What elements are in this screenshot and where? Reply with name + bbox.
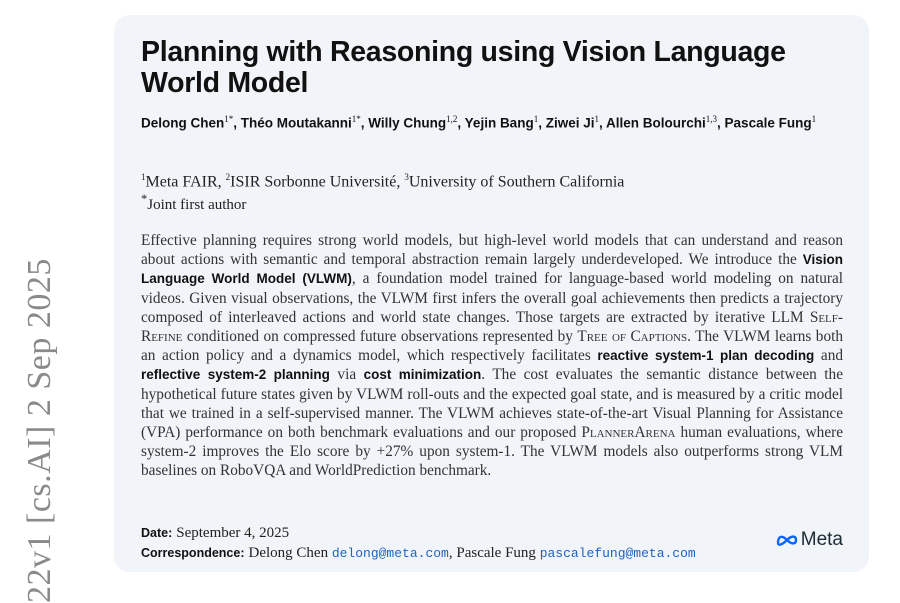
date-label: Date: bbox=[141, 526, 173, 540]
abstract-text: conditioned on compressed future observations represented by bbox=[182, 328, 578, 346]
separator: , bbox=[538, 115, 546, 131]
joint-author-note bbox=[141, 189, 841, 215]
abstract-bold: reflective system-2 planning bbox=[141, 367, 330, 383]
separator: , bbox=[457, 115, 465, 131]
affiliation-mark: 3 bbox=[404, 172, 409, 182]
separator: , bbox=[448, 545, 457, 561]
author-affiliation-mark: 1 bbox=[594, 114, 599, 124]
abstract-text: . The cost evaluates the semantic distance between the hypothetical future states given by VLWM roll-outs and the expected goal state, and is measured by a critic model that we trained in a self-supervised manner. The VLWM achieves state-of-the-art Visual Planning for Assistance (VPA) performance on both benchmark evaluations and our proposed bbox=[141, 366, 843, 442]
abstract-bold: reactive system-1 plan decoding bbox=[597, 348, 815, 364]
date-value: September 4, 2025 bbox=[176, 525, 290, 541]
joint-note-text: Joint first author bbox=[147, 197, 247, 213]
correspondence-line bbox=[141, 543, 761, 564]
abstract-smallcaps: PlannerArena bbox=[581, 424, 676, 442]
author-name: Ziwei Ji bbox=[545, 115, 595, 131]
abstract-text: and bbox=[814, 347, 844, 365]
author-list bbox=[141, 109, 841, 134]
author-affiliation-mark: 1 bbox=[533, 114, 539, 124]
author-name: Yejin Bang bbox=[464, 115, 534, 131]
arxiv-stamp: 22v1 [cs.AI] 2 Sep 2025 bbox=[21, 258, 58, 603]
correspondence-name: Delong Chen bbox=[248, 545, 329, 561]
separator: , bbox=[217, 173, 226, 191]
author-affiliation-mark: 1* bbox=[224, 114, 234, 124]
separator: , bbox=[396, 173, 405, 191]
affiliation-mark: 1 bbox=[141, 172, 146, 182]
correspondence-label: Correspondence: bbox=[141, 546, 245, 560]
author-affiliation-mark: 1,2 bbox=[446, 114, 458, 124]
author-name: Willy Chung bbox=[368, 115, 447, 131]
meta-logo bbox=[776, 529, 843, 551]
joint-note-mark: * bbox=[141, 192, 148, 206]
email-link[interactable]: pascalefung@meta.com bbox=[539, 546, 696, 561]
separator: , bbox=[360, 115, 369, 131]
author-affiliation-mark: 1,3 bbox=[705, 114, 718, 124]
separator: , bbox=[717, 115, 725, 131]
abstract-text: . The VLWM learns both an action policy and a dynamics model, which respectively facilitates bbox=[141, 328, 844, 365]
author-name: Allen Bolourchi bbox=[606, 115, 706, 131]
meta-logo-text: Meta bbox=[800, 529, 843, 550]
abstract-text: Effective planning requires strong world models, but high-level world models that can understand and reason about actions with semantic and temporal abstraction remain largely underdeveloped. We introduce the bbox=[141, 232, 843, 269]
author-name: Théo Moutakanni bbox=[240, 115, 352, 131]
author-affiliation-mark: 1* bbox=[351, 114, 361, 124]
affiliation-name: ISIR Sorbonne Université bbox=[230, 173, 397, 191]
abstract-text: human evaluations, where system-2 improves the Elo score by +27% upon system-1. The VLWM models also outperforms strong VLM baselines on RoboVQA and WorldPrediction benchmark. bbox=[141, 424, 843, 480]
abstract-bold: cost minimization bbox=[363, 367, 482, 383]
author-name: Pascale Fung bbox=[724, 115, 812, 131]
abstract-text: , a foundation model trained for language-based world modeling on natural videos. Given visual observations, the VLWM first infers the overall goal achievements then predicts a trajectory composed of interleaved actions and world state changes. Those targets are extracted by iterative LLM bbox=[141, 270, 843, 326]
abstract-smallcaps: Self-Refine bbox=[141, 308, 843, 346]
author-affiliation-mark: 1 bbox=[811, 114, 817, 124]
abstract-smallcaps: Tree of Captions bbox=[577, 328, 688, 346]
meta-infinity-logo-icon bbox=[776, 533, 798, 547]
paper-header-card bbox=[114, 15, 869, 572]
email-link[interactable]: delong@meta.com bbox=[331, 546, 449, 561]
correspondence-name: Pascale Fung bbox=[456, 545, 536, 561]
affiliation-name: Meta FAIR bbox=[145, 173, 218, 191]
separator: , bbox=[233, 115, 241, 131]
author-name: Delong Chen bbox=[141, 115, 225, 131]
affiliation-mark: 2 bbox=[225, 172, 231, 182]
separator: , bbox=[599, 115, 607, 131]
date-line bbox=[141, 523, 741, 543]
paper-title: Planning with Reasoning using Vision Language World Model bbox=[141, 36, 786, 99]
abstract-bold: Vision Language World Model (VLWM) bbox=[141, 252, 843, 287]
abstract-text: via bbox=[329, 366, 364, 384]
affiliation-name: University of Southern California bbox=[408, 173, 625, 191]
abstract bbox=[141, 231, 843, 481]
